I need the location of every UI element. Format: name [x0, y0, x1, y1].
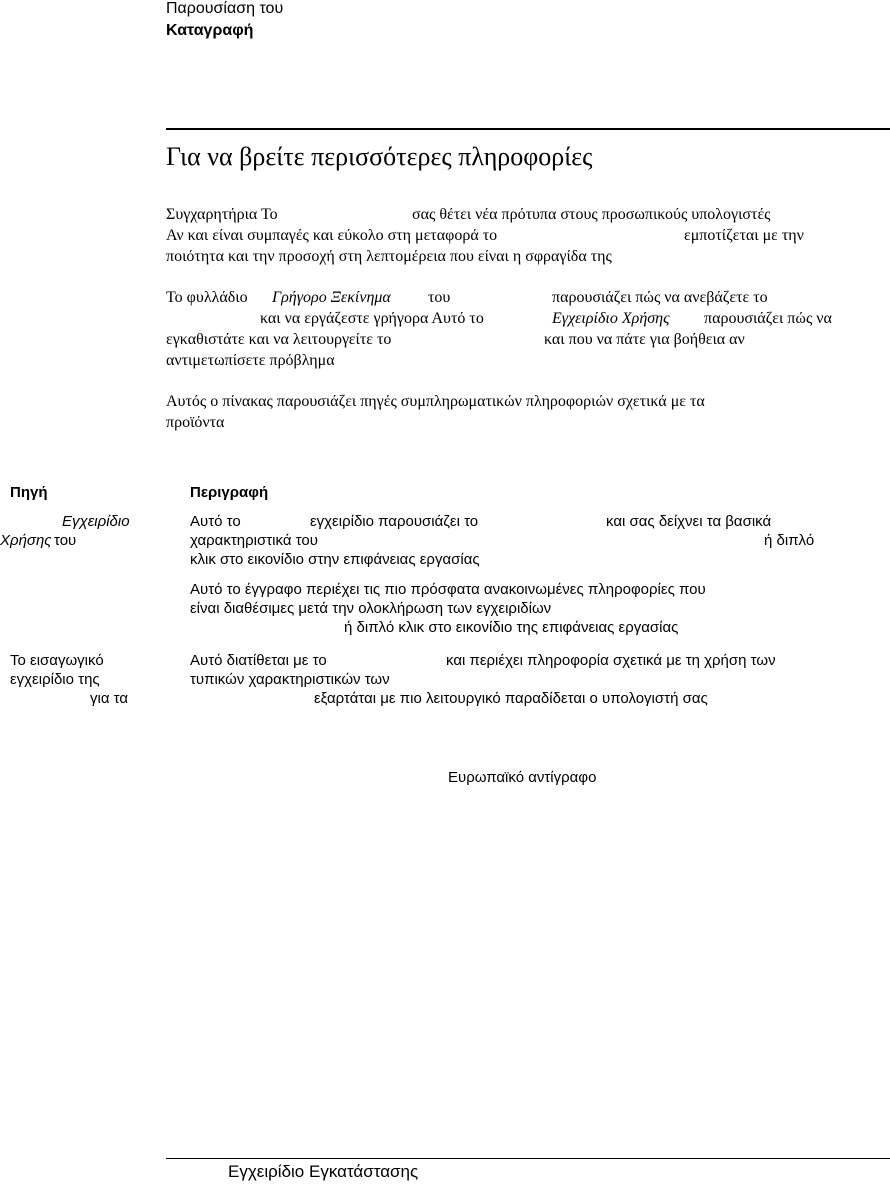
text-fragment: ή διπλό — [764, 532, 815, 549]
text-fragment: Το φυλλάδιο — [166, 289, 248, 306]
text-fragment: εγκαθιστάτε και να λειτουργείτε το — [166, 331, 392, 348]
text-fragment: για τα — [90, 690, 129, 707]
text-fragment: κλικ στο εικονίδιο στην επιφάνειας εργασίας — [190, 551, 480, 568]
text-fragment: Αυτό το — [190, 513, 241, 530]
intro-paragraph-3 — [166, 391, 890, 433]
intro-paragraph-1 — [166, 204, 890, 267]
section-header: Παρουσίαση του — [166, 0, 284, 17]
chapter-title: Καταγραφή — [166, 22, 254, 39]
table-row-2-source — [10, 651, 160, 708]
text-fragment: προϊόντα — [166, 414, 225, 431]
text-fragment: και να εργάζεστε γρήγορα Αυτό το — [260, 310, 484, 327]
text-fragment: και περιέχει πληροφορία σχετικά με τη χρήση των — [446, 652, 776, 669]
text-fragment: εγχειρίδιο της — [10, 671, 100, 688]
text-fragment: αντιμετωπίσετε πρόβλημα — [166, 352, 335, 369]
table-header-description: Περιγραφή — [190, 484, 269, 501]
text-fragment: ποιότητα και την προσοχή στη λεπτομέρεια που είναι η σφραγίδα της — [166, 248, 612, 265]
text-fragment: ή διπλό κλικ στο εικονίδιο της επιφάνειας εργασίας — [344, 619, 679, 636]
intro-paragraph-2 — [166, 287, 890, 371]
text-fragment: παρουσιάζει πώς να — [704, 310, 832, 327]
table-row-1-description — [190, 512, 880, 569]
text-fragment: Συγχαρητήρια Το — [166, 206, 278, 223]
text-fragment: και σας δείχνει τα βασικά — [606, 513, 772, 530]
guide-title: Γρήγορο Ξεκίνημα — [272, 289, 391, 306]
text-fragment: παρουσιάζει πώς να ανεβάζετε το — [552, 289, 768, 306]
guide-title: Εγχειρίδιο Χρήσης — [552, 310, 670, 327]
text-fragment: τυπικών χαρακτηριστικών των — [190, 671, 390, 688]
text-fragment: Χρήσης — [0, 532, 52, 549]
text-fragment: εγχειρίδιο παρουσιάζει το — [310, 513, 479, 530]
footer-rule — [166, 1158, 890, 1159]
text-fragment: και που να πάτε για βοήθεια αν — [544, 331, 745, 348]
table-row-2-description — [190, 651, 880, 708]
text-fragment: Αυτός ο πίνακας παρουσιάζει πηγές συμπληρωματικών πληροφοριών σχετικά με τα — [166, 393, 705, 410]
footer-title: Εγχειρίδιο Εγκατάστασης — [228, 1162, 419, 1181]
text-fragment: του — [428, 289, 451, 306]
table-row-1-description-2 — [190, 580, 880, 637]
table-row-1-source — [0, 512, 150, 550]
top-rule — [166, 128, 890, 130]
text-fragment: είναι διαθέσιμες μετά την ολοκλήρωση των εγχειριδίων — [190, 600, 552, 617]
text-fragment: Εγχειρίδιο — [62, 513, 130, 530]
text-fragment: χαρακτηριστικά του — [190, 532, 318, 549]
text-fragment: Αν και είναι συμπαγές και εύκολο στη μεταφορά το — [166, 227, 498, 244]
text-fragment: σας θέτει νέα πρότυπα στους προσωπικούς υπολογιστές — [412, 206, 771, 223]
text-fragment: εξαρτάται με πιο λειτουργικό παραδίδεται ο υπολογιστή σας — [314, 690, 708, 707]
text-fragment: Αυτό το έγγραφο περιέχει τις πιο πρόσφατα ανακοινωμένες πληροφορίες που — [190, 581, 706, 598]
edition-note: Ευρωπαϊκό αντίγραφο — [448, 769, 597, 786]
table-header-source: Πηγή — [10, 484, 48, 501]
text-fragment: του — [54, 532, 77, 549]
page-title: Για να βρείτε περισσότερες πληροφορίες — [166, 142, 593, 171]
text-fragment: Αυτό διατίθεται με το — [190, 652, 327, 669]
text-fragment: Το εισαγωγικό — [10, 652, 104, 669]
text-fragment: εμποτίζεται με την — [684, 227, 804, 244]
